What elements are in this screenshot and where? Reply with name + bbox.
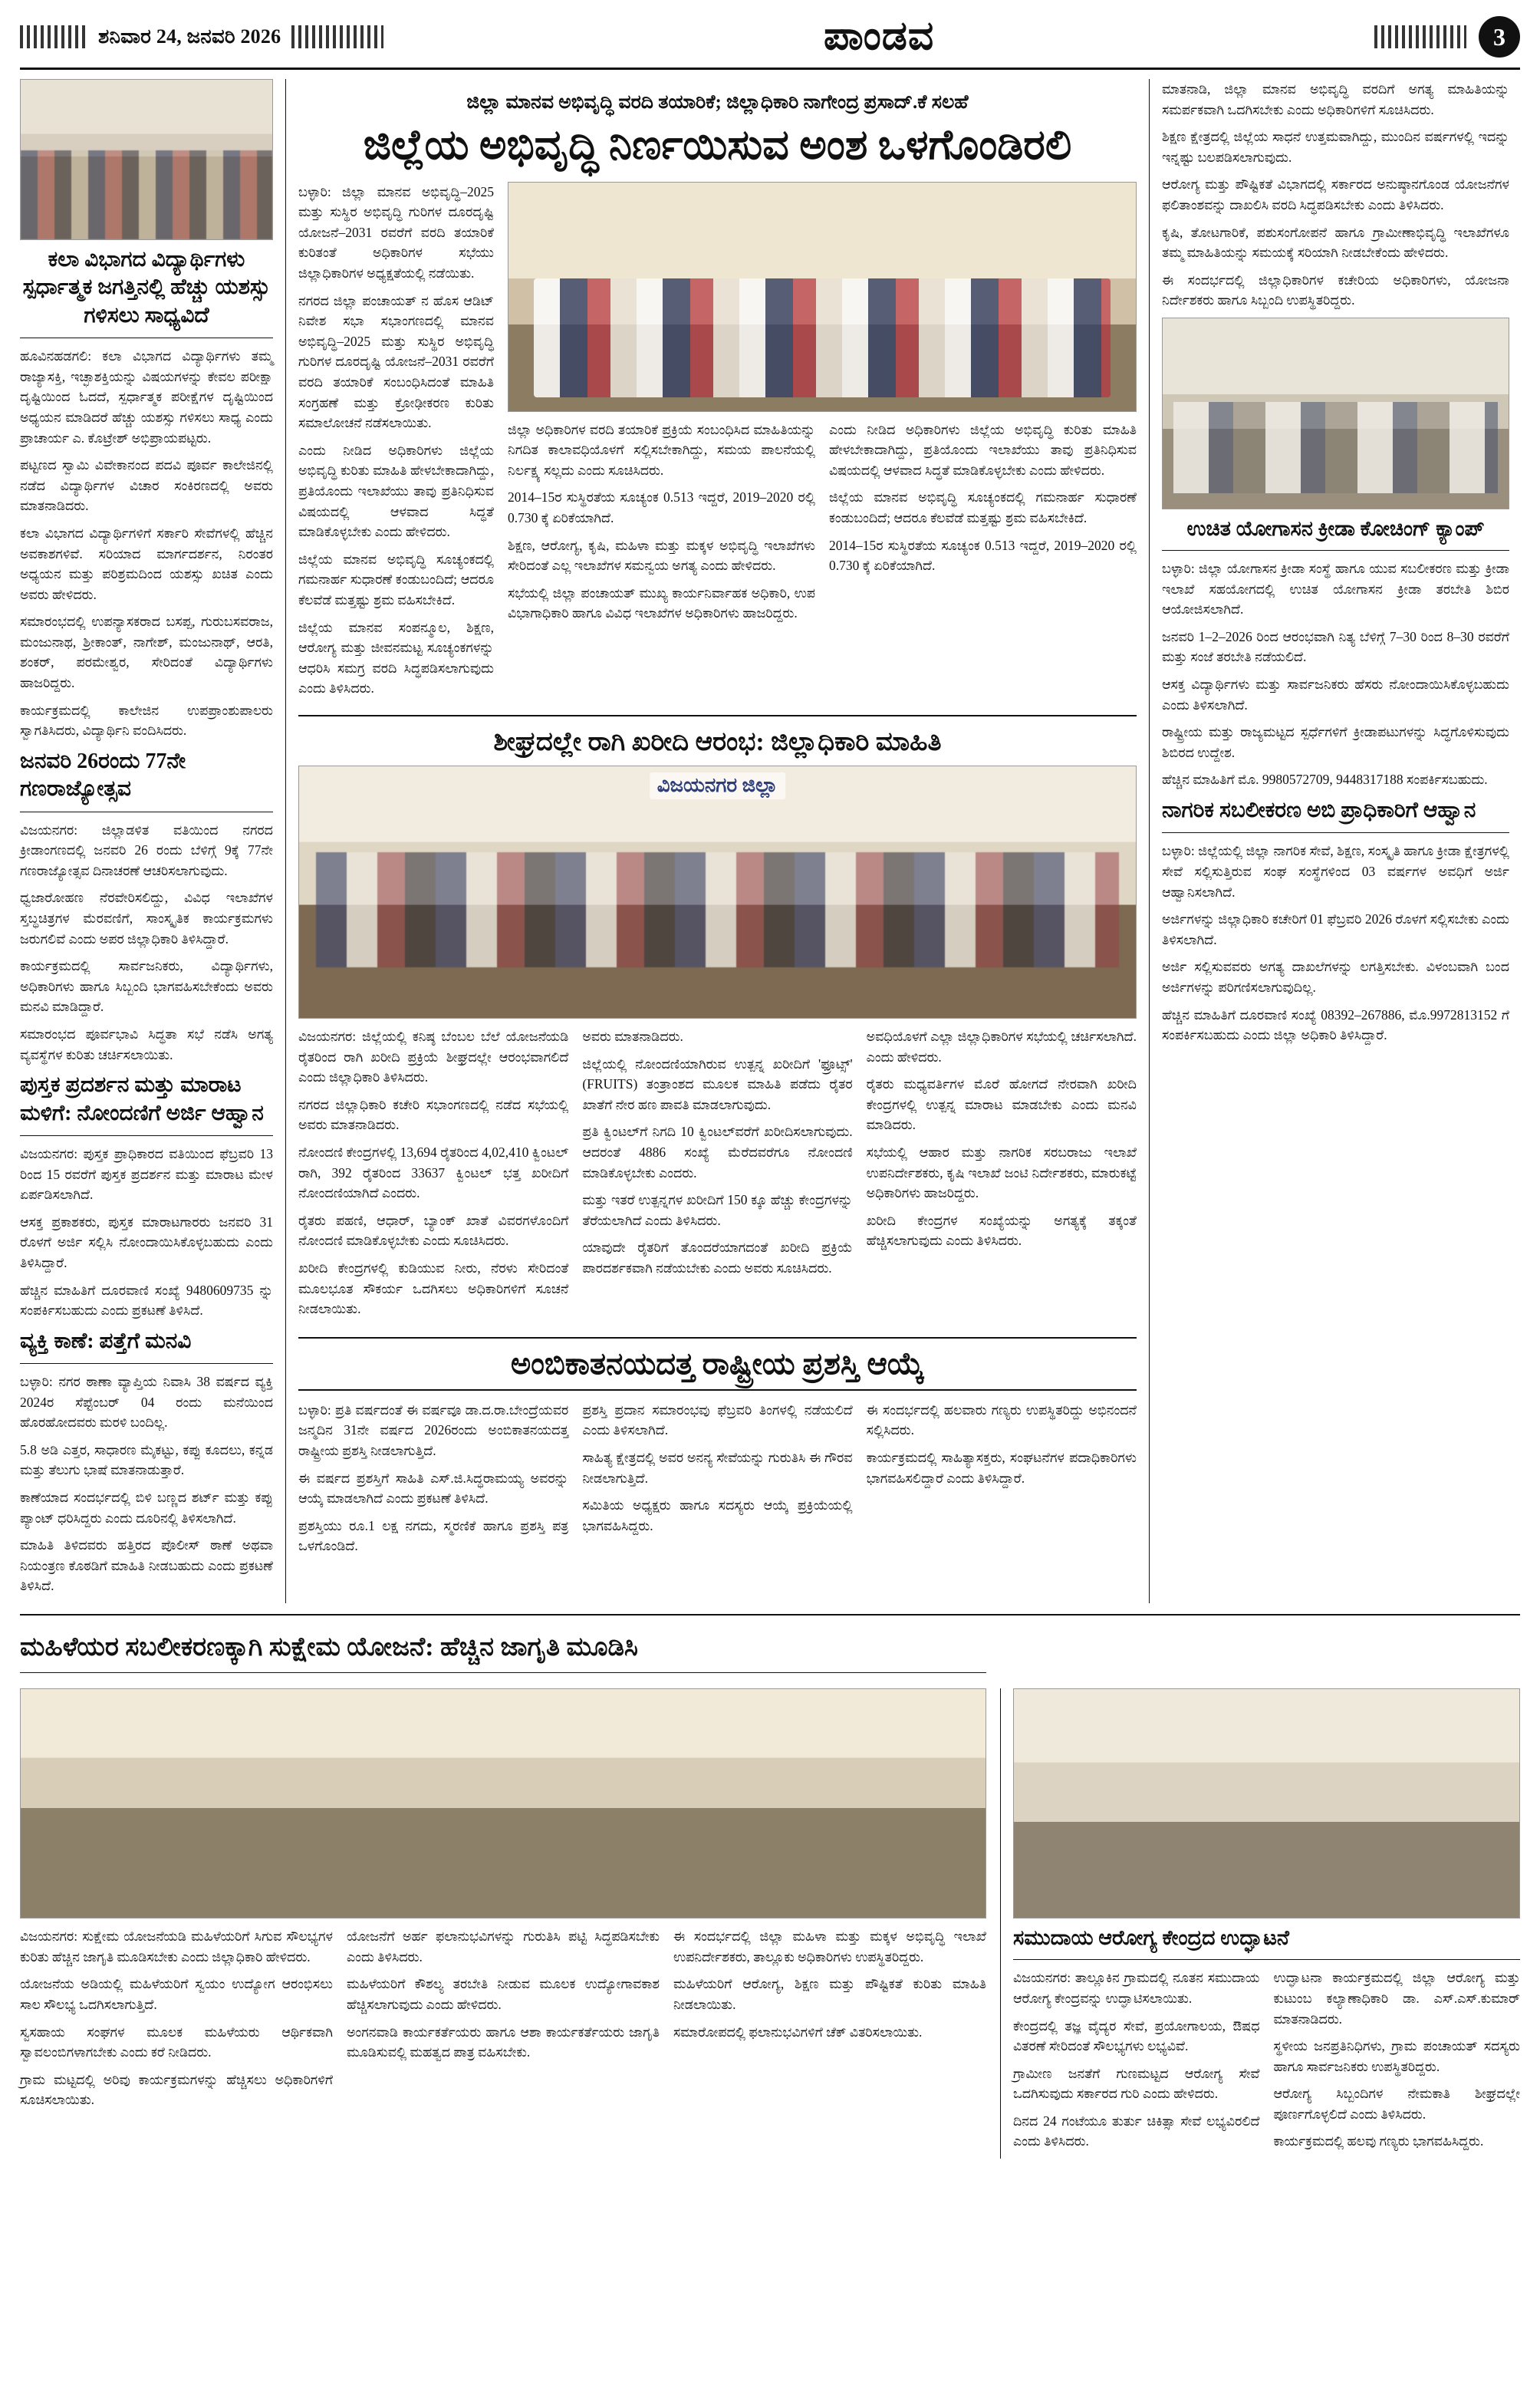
award-banner: ಅಂಬಿಕಾತನಯದತ್ತ ರಾಷ್ಟ್ರೀಯ ಪ್ರಶಸ್ತಿ ಆಯ್ಕೆ: [298, 1337, 1137, 1391]
lead-c3-p2: ಶಿಕ್ಷಣ ಕ್ಷೇತ್ರದಲ್ಲಿ ಜಿಲ್ಲೆಯ ಸಾಧನೆ ಉತ್ತಮವಾಗಿದ್ದು, ಮುಂದಿನ ವರ್ಷಗಳಲ್ಲಿ ಇದನ್ನು ಇನ್ನಷ್ಟು ಬಲಪಡಿಸಲಾಗುವುದು.: [1162, 129, 1509, 165]
award-col3: [867, 1400, 1137, 1563]
lead-col1: [298, 182, 494, 706]
bottom-right-block: [1000, 1623, 1520, 1681]
lead-c1-p1: ಬಳ್ಳಾರಿ: ಜಿಲ್ಲಾ ಮಾನವ ಅಭಿವೃದ್ಧಿ–2025 ಮತ್ತು ಸುಸ್ಥಿರ ಅಭಿವೃದ್ಧಿ ಗುರಿಗಳ ದೂರದೃಷ್ಟಿ ಯೋಜನೆ–2031 ರವರೆಗೆ ವರದಿ ತಯಾರಿಕೆ ಕುರಿತಂತೆ ಅಧಿಕಾರಿಗಳ ಸಭೆಯು ಜಿಲ್ಲಾಧಿಕಾರಿಗಳ ಅಧ್ಯಕ್ಷತೆಯಲ್ಲಿ ನಡೆಯಿತು.: [298, 183, 494, 281]
right-column: [1149, 79, 1509, 1603]
left-story1-p2: ಪಟ್ಟಣದ ಸ್ವಾಮಿ ವಿವೇಕಾನಂದ ಪದವಿ ಪೂರ್ವ ಕಾಲೇಜಿನಲ್ಲಿ ನಡೆದ ವಿದ್ಯಾರ್ಥಿಗಳ ವಿಚಾರ ಸಂಕಿರಣದಲ್ಲಿ ಅವರು ಮಾತನಾಡಿದರು.: [20, 457, 273, 514]
photo-women-empowerment: [20, 1688, 986, 1918]
left-story1-heading: ಕಲಾ ವಿಭಾಗದ ವಿದ್ಯಾರ್ಥಿಗಳು ಸ್ಪರ್ಧಾತ್ಮಕ ಜಗತ್ತಿನಲ್ಲಿ ಹೆಚ್ಚು ಯಶಸ್ಸು ಗಳಿಸಲು ಸಾಧ್ಯವಿದೆ: [22, 248, 271, 328]
issue-date: ಶನಿವಾರ 24, ಜನವರಿ 2026: [98, 25, 281, 48]
ragi-c1-p2: ನಗರದ ಜಿಲ್ಲಾಧಿಕಾರಿ ಕಚೇರಿ ಸಭಾಂಗಣದಲ್ಲಿ ನಡೆದ ಸಭೆಯಲ್ಲಿ ಅವರು ಮಾತನಾಡಿದರು.: [298, 1096, 569, 1133]
lead-photo-and-text: [508, 182, 1137, 706]
civic-p1: ಬಳ್ಳಾರಿ: ಜಿಲ್ಲೆಯಲ್ಲಿ ಜಿಲ್ಲಾ ನಾಗರಿಕ ಸೇವೆ, ಶಿಕ್ಷಣ, ಸಂಸ್ಕೃತಿ ಹಾಗೂ ಕ್ರೀಡಾ ಕ್ಷೇತ್ರಗಳಲ್ಲಿ ಸೇವೆ ಸಲ್ಲಿಸುತ್ತಿರುವ ಸಂಘ ಸಂಸ್ಥೆಗಳಿಂದ 03 ವರ್ಷಗಳ ಅವಧಿಗೆ ಅರ್ಜಿ ಆಹ್ವಾನಿಸಲಾಗಿದೆ.: [1162, 843, 1509, 900]
lead-c2b-p2: ಜಿಲ್ಲೆಯ ಮಾನವ ಅಭಿವೃದ್ಧಿ ಸೂಚ್ಯಂಕದಲ್ಲಿ ಗಮನಾರ್ಹ ಸುಧಾರಣೆ ಕಂಡುಬಂದಿದೆ; ಆದರೂ ಕೆಲವೆಡೆ ಮತ್ತಷ್ಟು ಶ್ರಮ ವಹಿಸಬೇಕಿದೆ.: [829, 489, 1137, 525]
yoga-p5: ಹೆಚ್ಚಿನ ಮಾಹಿತಿಗೆ ಮೊ. 9980572709, 9448317188 ಸಂಪರ್ಕಿಸಬಹುದು.: [1162, 772, 1488, 788]
ragi-c3-p1: ಅವಧಿಯೊಳಗೆ ಎಲ್ಲಾ ಜಿಲ್ಲಾಧಿಕಾರಿಗಳ ಸಭೆಯಲ್ಲಿ ಚರ್ಚಿಸಲಾಗಿದೆ. ಎಂದು ಹೇಳಿದರು.: [866, 1029, 1137, 1065]
left-story2-p2: ಧ್ವಜಾರೋಹಣ ನೆರವೇರಿಸಲಿದ್ದು, ವಿವಿಧ ಇಲಾಖೆಗಳ ಸ್ತಬ್ಧಚಿತ್ರಗಳ ಮೆರವಣಿಗೆ, ಸಾಂಸ್ಕೃತಿಕ ಕಾರ್ಯಕ್ರಮಗಳು ಜರುಗಲಿವೆ ಎಂದು ಅಪರ ಜಿಲ್ಲಾಧಿಕಾರಿ ತಿಳಿಸಿದ್ದಾರೆ.: [20, 890, 273, 947]
left-story3-p3: ಹೆಚ್ಚಿನ ಮಾಹಿತಿಗೆ ದೂರವಾಣಿ ಸಂಖ್ಯೆ 9480609735 ನ್ನು ಸಂಪರ್ಕಿಸಬಹುದು ಎಂದು ಪ್ರಕಟಣೆ ತಿಳಿಸಿದೆ.: [20, 1282, 273, 1319]
clinic-c2-p2: ಸ್ಥಳೀಯ ಜನಪ್ರತಿನಿಧಿಗಳು, ಗ್ರಾಮ ಪಂಚಾಯತ್ ಸದಸ್ಯರು ಹಾಗೂ ಸಾರ್ವಜನಿಕರು ಉಪಸ್ಥಿತರಿದ್ದರು.: [1273, 2038, 1520, 2074]
bottom-left-block: [20, 1623, 986, 1681]
lead-c1-p2: ನಗರದ ಜಿಲ್ಲಾ ಪಂಚಾಯತ್ ನ ಹೊಸ ಆಡಿಟ್ ನಿವೇಶ ಸಭಾ ಸಭಾಂಗಣದಲ್ಲಿ ಮಾನವ ಅಭಿವೃದ್ಧಿ–2025 ಮತ್ತು ಸುಸ್ಥಿರ ಅಭಿವೃದ್ಧಿ ಗುರಿಗಳ ದೂರದೃಷ್ಟಿ ಯೋಜನೆ–2031 ರವರೆಗೆ ವರದಿ ತಯಾರಿಕೆ ಸಂಬಂಧಿಸಿದಂತೆ ಮಾಹಿತಿ ಸಂಗ್ರಹಣೆ ಮತ್ತು ಕ್ರೋಢೀಕರಣ ಕುರಿತು ಸಮಾಲೋಚನೆ ನಡೆಸಲಾಯಿತು.: [298, 292, 494, 431]
ragi-c2-p1: ಅವರು ಮಾತನಾಡಿದರು.: [582, 1029, 683, 1045]
award-c1-p1: ಬಳ್ಳಾರಿ: ಪ್ರತಿ ವರ್ಷದಂತೆ ಈ ವರ್ಷವೂ ಡಾ.ದ.ರಾ.ಬೇಂದ್ರೆಯವರ ಜನ್ಮದಿನ 31ನೇ ವರ್ಷದ 2026ರಂದು ಅಂಬಿಕಾತನಯದತ್ತ ರಾಷ್ಟ್ರೀಯ ಪ್ರಶಸ್ತಿ ನೀಡಲಾಗುತ್ತಿದೆ.: [298, 1401, 569, 1458]
award-c2-p1: ಪ್ರಶಸ್ತಿ ಪ್ರದಾನ ಸಮಾರಂಭವು ಫೆಬ್ರವರಿ ತಿಂಗಳಲ್ಲಿ ನಡೆಯಲಿದೆ ಎಂದು ತಿಳಿಸಲಾಗಿದೆ.: [582, 1401, 853, 1438]
ragi-c1-p5: ಖರೀದಿ ಕೇಂದ್ರಗಳಲ್ಲಿ ಕುಡಿಯುವ ನೀರು, ನೆರಳು ಸೇರಿದಂತೆ ಮೂಲಭೂತ ಸೌಕರ್ಯ ಒದಗಿಸಲು ಅಧಿಕಾರಿಗಳಿಗೆ ಸೂಚನೆ ನೀಡಲಾಯಿತು.: [298, 1260, 569, 1317]
ornament-icon: [291, 25, 383, 48]
bottom-c3-p3: ಸಮಾರೋಪದಲ್ಲಿ ಫಲಾನುಭವಿಗಳಿಗೆ ಚೆಕ್ ವಿತರಿಸಲಾಯಿತು.: [673, 2024, 923, 2040]
clinic-block: [1000, 1688, 1520, 2159]
ragi-col3: [867, 1026, 1137, 1326]
lead-c2-p3: ಶಿಕ್ಷಣ, ಆರೋಗ್ಯ, ಕೃಷಿ, ಮಹಿಳಾ ಮತ್ತು ಮಕ್ಕಳ ಅಭಿವೃದ್ಧಿ ಇಲಾಖೆಗಳು ಸೇರಿದಂತೆ ಎಲ್ಲ ಇಲಾಖೆಗಳ ಸಮನ್ವಯ ಅಗತ್ಯ ಎಂದು ಹೇಳಿದರು.: [508, 537, 815, 574]
lead-c1-p3: ಎಂದು ನೀಡಿದ ಅಧಿಕಾರಿಗಳು ಜಿಲ್ಲೆಯ ಅಭಿವೃದ್ಧಿ ಕುರಿತು ಮಾಹಿತಿ ಹೇಳಬೇಕಾದಾಗಿದ್ದು, ಪ್ರತಿಯೊಂದು ಇಲಾಖೆಯು ತಾವು ಪ್ರತಿನಿಧಿಸುವ ವಿಷಯದಲ್ಲಿ ಆಳವಾದ ಸಿದ್ಧತೆ ಮಾಡಿಕೊಳ್ಳಬೇಕು ಎಂದು ಹೇಳಿದರು.: [298, 442, 494, 540]
clinic-c1-p2: ಕೇಂದ್ರದಲ್ಲಿ ತಜ್ಞ ವೈದ್ಯರ ಸೇವೆ, ಪ್ರಯೋಗಾಲಯ, ಔಷಧ ವಿತರಣೆ ಸೇರಿದಂತೆ ಸೌಲಭ್ಯಗಳು ಲಭ್ಯವಿವೆ.: [1013, 2017, 1260, 2054]
ragi-c1-p3: ನೋಂದಣಿ ಕೇಂದ್ರಗಳಲ್ಲಿ 13,694 ರೈತರಿಂದ 4,02,410 ಕ್ವಿಂಟಲ್ ರಾಗಿ, 392 ರೈತರಿಂದ 33637 ಕ್ವಿಂಟಲ್ ಭತ್ತ ಖರೀದಿಗೆ ನೋಂದಣಿಯಾಗಿದೆ ಎಂದರು.: [298, 1145, 569, 1201]
left-story1-p1: ಹೂವಿನಹಡಗಲಿ: ಕಲಾ ವಿಭಾಗದ ವಿದ್ಯಾರ್ಥಿಗಳು ತಮ್ಮ ರಾಜ್ಯಾಸಕ್ತಿ, ಇಚ್ಛಾಶಕ್ತಿಯನ್ನು ವಿಷಯಗಳನ್ನು ಕೇವಲ ಪರೀಕ್ಷಾ ದೃಷ್ಟಿಯಿಂದ ಓದದೆ, ಸ್ಪರ್ಧಾತ್ಮಕ ಪರೀಕ್ಷೆಗಳ ದೃಷ್ಟಿಯಿಂದ ಅಧ್ಯಯನ ಮಾಡಿದರೆ ಹೆಚ್ಚು ಯಶಸ್ಸು ಗಳಿಸಲು ಸಾಧ್ಯ ಎಂದು ಪ್ರಾಚಾರ್ಯ ಎ. ಕೊಟ್ರೇಶ್ ಅಭಿಪ್ರಾಯಪಟ್ಟರು.: [20, 348, 273, 446]
lead-body-with-photo: [298, 182, 1137, 706]
left-story2-heading: ಜನವರಿ 26ರಂದು 77ನೇ ಗಣರಾಜ್ಯೋತ್ಸವ: [20, 749, 186, 802]
ragi-col1: [298, 1026, 568, 1326]
left-story1-p3: ಕಲಾ ವಿಭಾಗದ ವಿದ್ಯಾರ್ಥಿಗಳಿಗೆ ಸರ್ಕಾರಿ ಸೇವೆಗಳಲ್ಲಿ ಹೆಚ್ಚಿನ ಅವಕಾಶಗಳಿವೆ. ಸರಿಯಾದ ಮಾರ್ಗದರ್ಶನ, ನಿರಂತರ ಅಧ್ಯಯನ ಮತ್ತು ಪರಿಶ್ರಮದಿಂದ ಯಶಸ್ಸು ಖಚಿತ ಎಂದು ಅವರು ಹೇಳಿದರು.: [20, 525, 273, 602]
lead-c1-p4: ಜಿಲ್ಲೆಯ ಮಾನವ ಅಭಿವೃದ್ಧಿ ಸೂಚ್ಯಂಕದಲ್ಲಿ ಗಮನಾರ್ಹ ಸುಧಾರಣೆ ಕಂಡುಬಂದಿದೆ; ಆದರೂ ಕೆಲವೆಡೆ ಮತ್ತಷ್ಟು ಶ್ರಮ ವಹಿಸಬೇಕಿದೆ.: [298, 551, 494, 608]
left-story3-p1: ವಿಜಯನಗರ: ಪುಸ್ತಕ ಪ್ರಾಧಿಕಾರದ ವತಿಯಿಂದ ಫೆಬ್ರವರಿ 13 ರಿಂದ 15 ರವರೆಗೆ ಪುಸ್ತಕ ಪ್ರದರ್ಶನ ಮತ್ತು ಮಾರಾಟ ಮೇಳ ಏರ್ಪಡಿಸಲಾಗಿದೆ.: [20, 1145, 273, 1203]
bottom-col2: [347, 1926, 660, 2117]
clinic-c2-p1: ಉದ್ಘಾಟನಾ ಕಾರ್ಯಕ್ರಮದಲ್ಲಿ ಜಿಲ್ಲಾ ಆರೋಗ್ಯ ಮತ್ತು ಕುಟುಂಬ ಕಲ್ಯಾಣಾಧಿಕಾರಿ ಡಾ. ಎಸ್.ಎಸ್.ಕುಮಾರ್ ಮಾತನಾಡಿದರು.: [1273, 1970, 1520, 2027]
left-story4-heading: ವ್ಯಕ್ತಿ ಕಾಣೆ: ಪತ್ತೆಗೆ ಮನವಿ: [20, 1329, 192, 1353]
ragi-c2-p5: ಯಾವುದೇ ರೈತರಿಗೆ ತೊಂದರೆಯಾಗದಂತೆ ಖರೀದಿ ಪ್ರಕ್ರಿಯೆ ಪಾರದರ್ಶಕವಾಗಿ ನಡೆಯಬೇಕು ಎಂದು ಅವರು ಸೂಚಿಸಿದರು.: [582, 1240, 853, 1276]
lead-c3-p5: ಈ ಸಂದರ್ಭದಲ್ಲಿ ಜಿಲ್ಲಾಧಿಕಾರಿಗಳ ಕಚೇರಿಯ ಅಧಿಕಾರಿಗಳು, ಯೋಜನಾ ನಿರ್ದೇಶಕರು ಹಾಗೂ ಸಿಬ್ಬಂದಿ ಉಪಸ್ಥಿತರಿದ್ದರು.: [1162, 272, 1509, 308]
clinic-c2-p4: ಕಾರ್ಯಕ್ರಮದಲ್ಲಿ ಹಲವು ಗಣ್ಯರು ಭಾಗವಹಿಸಿದ್ದರು.: [1273, 2133, 1484, 2149]
bottom-col3: [673, 1926, 986, 2117]
ragi-c3-p3: ಸಭೆಯಲ್ಲಿ ಆಹಾರ ಮತ್ತು ನಾಗರಿಕ ಸರಬರಾಜು ಇಲಾಖೆ ಉಪನಿರ್ದೇಶಕರು, ಕೃಷಿ ಇಲಾಖೆ ಜಂಟಿ ನಿರ್ದೇಶಕರು, ಮಾರುಕಟ್ಟೆ ಅಧಿಕಾರಿಗಳು ಹಾಜರಿದ್ದರು.: [866, 1145, 1137, 1201]
lead-c3-p1: ಮಾತನಾಡಿ, ಜಿಲ್ಲಾ ಮಾನವ ಅಭಿವೃದ್ಧಿ ವರದಿಗೆ ಅಗತ್ಯ ಮಾಹಿತಿಯನ್ನು ಸಮರ್ಪಕವಾಗಿ ಒದಗಿಸಬೇಕು ಎಂದು ಅಧಿಕಾರಿಗಳಿಗೆ ಸೂಚಿಸಿದರು.: [1162, 81, 1509, 117]
publication-title: ಪಾಂಡವ: [824, 15, 935, 58]
yoga-p4: ರಾಷ್ಟ್ರೀಯ ಮತ್ತು ರಾಜ್ಯಮಟ್ಟದ ಸ್ಪರ್ಧೆಗಳಿಗೆ ಕ್ರೀಡಾಪಟುಗಳನ್ನು ಸಿದ್ಧಗೊಳಿಸುವುದು ಶಿಬಿರದ ಉದ್ದೇಶ.: [1162, 724, 1509, 760]
photo-ragi-meeting: [298, 766, 1137, 1019]
left-story4-p3: ಕಾಣೆಯಾದ ಸಂದರ್ಭದಲ್ಲಿ ಬಿಳಿ ಬಣ್ಣದ ಶರ್ಟ್ ಮತ್ತು ಕಪ್ಪು ಪ್ಯಾಂಟ್ ಧರಿಸಿದ್ದರು ಎಂದು ದೂರಿನಲ್ಲಿ ತಿಳಿಸಲಾಗಿದೆ.: [20, 1490, 273, 1526]
page-number: 3: [1479, 16, 1520, 58]
photo-yoga-camp: [1162, 318, 1509, 509]
ragi-c2-p3: ಪ್ರತಿ ಕ್ವಿಂಟಲ್‌ಗೆ ನಿಗದಿ 10 ಕ್ವಿಂಟಲ್‌ವರೆಗೆ ಖರೀದಿಸಲಾಗುವುದು. ಆದರಂತೆ 4886 ಸಂಖ್ಯೆ ಮೆರೆದವರೆಗೂ ನೋಂದಣಿ ಮಾಡಿಕೊಳ್ಳಬೇಕು ಎಂದರು.: [582, 1124, 853, 1181]
bottom-left-grid: [20, 1688, 986, 2159]
bottom-col1: [20, 1926, 333, 2117]
bottom-grid: [20, 1688, 1520, 2159]
bottom-c3-p2: ಮಹಿಳೆಯರಿಗೆ ಆರೋಗ್ಯ, ಶಿಕ್ಷಣ ಮತ್ತು ಪೌಷ್ಟಿಕತೆ ಕುರಿತು ಮಾಹಿತಿ ನೀಡಲಾಯಿತು.: [673, 1976, 986, 2012]
ragi-c2-p2: ಜಿಲ್ಲೆಯಲ್ಲಿ ನೋಂದಣಿಯಾಗಿರುವ ಉತ್ಪನ್ನ ಖರೀದಿಗೆ 'ಫ್ರೂಟ್ಸ್' (FRUITS) ತಂತ್ರಾಂಶದ ಮೂಲಕ ಮಾಹಿತಿ ಪಡೆದು ರೈತರ ಖಾತೆಗೆ ನೇರ ಹಣ ಪಾವತಿ ಮಾಡಲಾಗುವುದು.: [582, 1056, 853, 1112]
left-story1-p5: ಕಾರ್ಯಕ್ರಮದಲ್ಲಿ ಕಾಲೇಜಿನ ಉಪಪ್ರಾಂಶುಪಾಲರು ಸ್ವಾಗತಿಸಿದರು, ವಿದ್ಯಾರ್ಥಿನಿ ವಂದಿಸಿದರು.: [20, 702, 273, 739]
left-story2-p4: ಸಮಾರಂಭದ ಪೂರ್ವಭಾವಿ ಸಿದ್ಧತಾ ಸಭೆ ನಡೆಸಿ ಅಗತ್ಯ ವ್ಯವಸ್ಥೆಗಳ ಕುರಿತು ಚರ್ಚಿಸಲಾಯಿತು.: [20, 1026, 273, 1062]
ragi-body: [298, 1026, 1137, 1326]
yoga-caption: ಉಚಿತ ಯೋಗಾಸನ ಕ್ರೀಡಾ ಕೋಚಿಂಗ್ ಕ್ಯಾಂಪ್: [1186, 516, 1485, 540]
masthead-left: [20, 25, 383, 49]
left-story3-p2: ಆಸಕ್ತ ಪ್ರಕಾಶಕರು, ಪುಸ್ತಕ ಮಾರಾಟಗಾರರು ಜನವರಿ 31 ರೊಳಗೆ ಅರ್ಜಿ ಸಲ್ಲಿಸಿ ನೋಂದಾಯಿಸಿಕೊಳ್ಳಬಹುದು ಎಂದು ತಿಳಿಸಿದ್ದಾರೆ.: [20, 1214, 273, 1270]
award-c3-p1: ಈ ಸಂದರ್ಭದಲ್ಲಿ ಹಲವಾರು ಗಣ್ಯರು ಉಪಸ್ಥಿತರಿದ್ದು ಅಭಿನಂದನೆ ಸಲ್ಲಿಸಿದರು.: [866, 1401, 1137, 1438]
ragi-col2: [582, 1026, 852, 1326]
clinic-col2: [1274, 1968, 1521, 2159]
clinic-c1-p1: ವಿಜಯನಗರ: ತಾಲ್ಲೂಕಿನ ಗ್ರಾಮದಲ್ಲಿ ನೂತನ ಸಮುದಾಯ ಆರೋಗ್ಯ ಕೇಂದ್ರವನ್ನು ಉದ್ಘಾಟಿಸಲಾಯಿತು.: [1013, 1970, 1260, 2006]
award-col1: [298, 1400, 568, 1563]
ragi-c1-p1: ವಿಜಯನಗರ: ಜಿಲ್ಲೆಯಲ್ಲಿ ಕನಿಷ್ಠ ಬೆಂಬಲ ಬೆಲೆ ಯೋಜನೆಯಡಿ ರೈತರಿಂದ ರಾಗಿ ಖರೀದಿ ಪ್ರಕ್ರಿಯೆ ಶೀಘ್ರದಲ್ಲೇ ಆರಂಭವಾಗಲಿದೆ ಎಂದು ಜಿಲ್ಲಾಧಿಕಾರಿ ತಿಳಿಸಿದರು.: [298, 1029, 569, 1085]
ragi-heading: ಶೀಘ್ರದಲ್ಲೇ ರಾಗಿ ಖರೀದಿ ಆರಂಭ: ಜಿಲ್ಲಾಧಿಕಾರಿ ಮಾಹಿತಿ: [493, 727, 942, 756]
award-body: [298, 1400, 1137, 1563]
yoga-p2: ಜನವರಿ 1–2–2026 ರಿಂದ ಆರಂಭವಾಗಿ ನಿತ್ಯ ಬೆಳಿಗ್ಗೆ 7–30 ರಿಂದ 8–30 ರವರೆಗೆ ಮತ್ತು ಸಂಜೆ ತರಬೇತಿ ನಡೆಯಲಿದೆ.: [1162, 628, 1509, 665]
award-col2: [582, 1400, 852, 1563]
left-story3-heading: ಪುಸ್ತಕ ಪ್ರದರ್ಶನ ಮತ್ತು ಮಾರಾಟ ಮಳಿಗೆ: ನೋಂದಣಿಗೆ ಅರ್ಜಿ ಆಹ್ವಾನ: [20, 1073, 264, 1125]
bottom-c1-p3: ಸ್ವಸಹಾಯ ಸಂಘಗಳ ಮೂಲಕ ಮಹಿಳೆಯರು ಆರ್ಥಿಕವಾಗಿ ಸ್ವಾವಲಂಬಿಗಳಾಗಬೇಕು ಎಂದು ಕರೆ ನೀಡಿದರು.: [20, 2024, 333, 2060]
bottom-c1-p1: ವಿಜಯನಗರ: ಸುಕ್ಷೇಮ ಯೋಜನೆಯಡಿ ಮಹಿಳೆಯರಿಗೆ ಸಿಗುವ ಸೌಲಭ್ಯಗಳ ಕುರಿತು ಹೆಚ್ಚಿನ ಜಾಗೃತಿ ಮೂಡಿಸಬೇಕು ಎಂದು ಜಿಲ್ಲಾಧಿಕಾರಿ ಹೇಳಿದರು.: [20, 1928, 333, 1965]
award-c2-p3: ಸಮಿತಿಯ ಅಧ್ಯಕ್ಷರು ಹಾಗೂ ಸದಸ್ಯರು ಆಯ್ಕೆ ಪ್ರಕ್ರಿಯೆಯಲ್ಲಿ ಭಾಗವಹಿಸಿದ್ದರು.: [582, 1497, 853, 1533]
award-c1-p3: ಪ್ರಶಸ್ತಿಯು ರೂ.1 ಲಕ್ಷ ನಗದು, ಸ್ಮರಣಿಕೆ ಹಾಗೂ ಪ್ರಶಸ್ತಿ ಪತ್ರ ಒಳಗೊಂಡಿದೆ.: [298, 1517, 569, 1554]
ragi-c3-p4: ಖರೀದಿ ಕೇಂದ್ರಗಳ ಸಂಖ್ಯೆಯನ್ನು ಅಗತ್ಯಕ್ಕೆ ತಕ್ಕಂತೆ ಹೆಚ್ಚಿಸಲಾಗುವುದು ಎಂದು ತಿಳಿಸಿದರು.: [866, 1212, 1137, 1249]
lead-c2-p4: ಸಭೆಯಲ್ಲಿ ಜಿಲ್ಲಾ ಪಂಚಾಯತ್ ಮುಖ್ಯ ಕಾರ್ಯನಿರ್ವಾಹಕ ಅಧಿಕಾರಿ, ಉಪ ವಿಭಾಗಾಧಿಕಾರಿ ಹಾಗೂ ವಿವಿಧ ಇಲಾಖೆಗಳ ಅಧಿಕಾರಿಗಳು ಹಾಜರಿದ್ದರು.: [508, 585, 815, 621]
clinic-c2-p3: ಆರೋಗ್ಯ ಸಿಬ್ಬಂದಿಗಳ ನೇಮಕಾತಿ ಶೀಘ್ರದಲ್ಲೇ ಪೂರ್ಣಗೊಳ್ಳಲಿದೆ ಎಂದು ತಿಳಿಸಿದರು.: [1273, 2086, 1520, 2122]
clinic-c1-p4: ದಿನದ 24 ಗಂಟೆಯೂ ತುರ್ತು ಚಿಕಿತ್ಸಾ ಸೇವೆ ಲಭ್ಯವಿರಲಿದೆ ಎಂದು ತಿಳಿಸಿದರು.: [1013, 2113, 1260, 2149]
left-story4-p2: 5.8 ಅಡಿ ಎತ್ತರ, ಸಾಧಾರಣ ಮೈಕಟ್ಟು, ಕಪ್ಪು ಕೂದಲು, ಕನ್ನಡ ಮತ್ತು ತೆಲುಗು ಭಾಷೆ ಮಾತನಾಡುತ್ತಾರೆ.: [20, 1441, 273, 1478]
ragi-c2-p4: ಮತ್ತು ಇತರೆ ಉತ್ಪನ್ನಗಳ ಖರೀದಿಗೆ 150 ಕ್ಕೂ ಹೆಚ್ಚು ಕೇಂದ್ರಗಳನ್ನು ತೆರೆಯಲಾಗಿದೆ ಎಂದು ತಿಳಿಸಿದರು.: [582, 1192, 853, 1228]
lead-headline: ಜಿಲ್ಲೆಯ ಅಭಿವೃದ್ಧಿ ನಿರ್ಣಯಿಸುವ ಅಂಶ ಒಳಗೊಂಡಿರಲಿ: [363, 121, 1072, 168]
clinic-col1: [1013, 1968, 1260, 2159]
yoga-p3: ಆಸಕ್ತ ವಿದ್ಯಾರ್ಥಿಗಳು ಮತ್ತು ಸಾರ್ವಜನಿಕರು ಹೆಸರು ನೋಂದಾಯಿಸಿಕೊಳ್ಳಬಹುದು ಎಂದು ತಿಳಿಸಲಾಗಿದೆ.: [1162, 677, 1509, 713]
ragi-c1-p4: ರೈತರು ಪಹಣಿ, ಆಧಾರ್, ಬ್ಯಾಂಕ್ ಖಾತೆ ವಿವರಗಳೊಂದಿಗೆ ನೋಂದಣಿ ಮಾಡಿಕೊಳ್ಳಬೇಕು ಎಂದು ಸೂಚಿಸಿದರು.: [298, 1212, 569, 1249]
left-story4-p1: ಬಳ್ಳಾರಿ: ನಗರ ಠಾಣಾ ವ್ಯಾಪ್ತಿಯ ನಿವಾಸಿ 38 ವರ್ಷದ ವ್ಯಕ್ತಿ 2024ರ ಸೆಪ್ಟೆಂಬರ್ 04 ರಂದು ಮನೆಯಿಂದ ಹೊರಹೋದವರು ಮರಳಿ ಬಂದಿಲ್ಲ.: [20, 1374, 273, 1431]
civic-p4: ಹೆಚ್ಚಿನ ಮಾಹಿತಿಗೆ ದೂರವಾಣಿ ಸಂಖ್ಯೆ 08392–267886, ಮೊ.9972813152 ಗೆ ಸಂಪರ್ಕಿಸಬಹುದು ಎಂದು ಜಿಲ್ಲಾ ಅಧಿಕಾರಿ ತಿಳಿಸಿದ್ದಾರೆ.: [1162, 1006, 1509, 1043]
top-section: [20, 79, 1520, 1603]
masthead: [20, 14, 1520, 70]
lead-col2b: [829, 420, 1137, 631]
lead-c1-p5: ಜಿಲ್ಲೆಯ ಮಾನವ ಸಂಪನ್ಮೂಲ, ಶಿಕ್ಷಣ, ಆರೋಗ್ಯ ಮತ್ತು ಜೀವನಮಟ್ಟ ಸೂಚ್ಯಂಕಗಳನ್ನು ಆಧರಿಸಿ ಸಮಗ್ರ ವರದಿ ಸಿದ್ಧಪಡಿಸಲಾಗುವುದು ಎಂದು ತಿಳಿಸಿದರು.: [298, 619, 494, 697]
ornament-icon: [1374, 25, 1466, 48]
award-c2-p2: ಸಾಹಿತ್ಯ ಕ್ಷೇತ್ರದಲ್ಲಿ ಅವರ ಅನನ್ಯ ಸೇವೆಯನ್ನು ಗುರುತಿಸಿ ಈ ಗೌರವ ನೀಡಲಾಗುತ್ತಿದೆ.: [582, 1449, 853, 1486]
photo-banner-label: ವಿಜಯನಗರ ಜಿಲ್ಲಾ: [650, 772, 785, 799]
left-story2-p1: ವಿಜಯನಗರ: ಜಿಲ್ಲಾಡಳಿತ ವತಿಯಿಂದ ನಗರದ ಕ್ರೀಡಾಂಗಣದಲ್ಲಿ ಜನವರಿ 26 ರಂದು ಬೆಳಿಗ್ಗೆ 9ಕ್ಕೆ 77ನೇ ಗಣರಾಜ್ಯೋತ್ಸವ ದಿನಾಚರಣೆ ಆಚರಿಸಲಾಗುವುದು.: [20, 822, 273, 878]
photo-health-centre: [1013, 1688, 1520, 1918]
lead-c2b-p1: ಎಂದು ನೀಡಿದ ಅಧಿಕಾರಿಗಳು ಜಿಲ್ಲೆಯ ಅಭಿವೃದ್ಧಿ ಕುರಿತು ಮಾಹಿತಿ ಹೇಳಬೇಕಾದಾಗಿದ್ದು, ಪ್ರತಿಯೊಂದು ಇಲಾಖೆಯು ತಾವು ಪ್ರತಿನಿಧಿಸುವ ವಿಷಯದಲ್ಲಿ ಆಳವಾದ ಸಿದ್ಧತೆ ಮಾಡಿಕೊಳ್ಳಬೇಕು ಎಂದು ಹೇಳಿದರು.: [829, 421, 1137, 478]
photo-dc-meeting: [508, 182, 1137, 412]
left-story2-p3: ಕಾರ್ಯಕ್ರಮದಲ್ಲಿ ಸಾರ್ವಜನಿಕರು, ವಿದ್ಯಾರ್ಥಿಗಳು, ಅಧಿಕಾರಿಗಳು ಹಾಗೂ ಸಿಬ್ಬಂದಿ ಭಾಗವಹಿಸಬೇಕೆಂದು ಅವರು ಮನವಿ ಮಾಡಿದ್ದಾರೆ.: [20, 958, 273, 1015]
photo-college-seminar: [20, 79, 273, 240]
lead-col2: [508, 420, 815, 631]
lead-c2-p1: ಜಿಲ್ಲಾ ಅಧಿಕಾರಿಗಳ ವರದಿ ತಯಾರಿಕೆ ಪ್ರಕ್ರಿಯೆ ಸಂಬಂಧಿಸಿದ ಮಾಹಿತಿಯನ್ನು ನಿಗದಿತ ಕಾಲಾವಧಿಯೊಳಗೆ ಸಲ್ಲಿಸಬೇಕಾಗಿದ್ದು, ಸಮಯ ಪಾಲನೆಯಲ್ಲಿ ನಿರ್ಲಕ್ಷ್ಯ ಸಲ್ಲದು ಎಂದು ಸೂಚಿಸಿದರು.: [508, 421, 815, 478]
bottom-section: [20, 1623, 1520, 2159]
lead-kicker: ಜಿಲ್ಲಾ ಮಾನವ ಅಭಿವೃದ್ಧಿ ವರದಿ ತಯಾರಿಕೆ; ಜಿಲ್ಲಾಧಿಕಾರಿ ನಾಗೇಂದ್ರ ಪ್ರಸಾದ್.ಕೆ ಸಲಹೆ: [466, 92, 969, 113]
bottom-banner-row: [20, 1623, 1520, 1681]
left-story4-p4: ಮಾಹಿತಿ ತಿಳಿದವರು ಹತ್ತಿರದ ಪೊಲೀಸ್ ಠಾಣೆ ಅಥವಾ ನಿಯಂತ್ರಣ ಕೊಠಡಿಗೆ ಮಾಹಿತಿ ನೀಡಬಹುದು ಎಂದು ಪ್ರಕಟಣೆ ತಿಳಿಸಿದೆ.: [20, 1537, 273, 1594]
civic-heading: ನಾಗರಿಕ ಸಬಲೀಕರಣ ಅಬಿ ಪ್ರಾಧಿಕಾರಿಗೆ ಆಹ್ವಾನ: [1162, 798, 1476, 822]
lead-c3-p3: ಆರೋಗ್ಯ ಮತ್ತು ಪೌಷ್ಟಿಕತೆ ವಿಭಾಗದಲ್ಲಿ ಸರ್ಕಾರದ ಅನುಷ್ಠಾನಗೊಂಡ ಯೋಜನೆಗಳ ಫಲಿತಾಂಶವನ್ನು ದಾಖಲಿಸಿ ವರದಿ ಸಿದ್ಧಪಡಿಸಬೇಕು ಎಂದು ತಿಳಿಸಿದರು.: [1162, 176, 1509, 212]
left-story1-p4: ಸಮಾರಂಭದಲ್ಲಿ ಉಪನ್ಯಾಸಕರಾದ ಬಸಪ್ಪ, ಗುರುಬಸವರಾಜ, ಮಂಜುನಾಥ, ಶ್ರೀಕಾಂತ್, ನಾಗೇಶ್, ಮಂಜುನಾಥ್, ಆರತಿ, ಶಂಕರ್, ಪರಮೇಶ್ವರ, ಸೇರಿದಂತೆ ವಿದ್ಯಾರ್ಥಿಗಳು ಹಾಜರಿದ್ದರು.: [20, 614, 273, 691]
bottom-c1-p4: ಗ್ರಾಮ ಮಟ್ಟದಲ್ಲಿ ಅರಿವು ಕಾರ್ಯಕ್ರಮಗಳನ್ನು ಹೆಚ್ಚಿಸಲು ಅಧಿಕಾರಿಗಳಿಗೆ ಸೂಚಿಸಲಾಯಿತು.: [20, 2071, 333, 2108]
middle-column: [285, 79, 1137, 1603]
bottom-c2-p3: ಅಂಗನವಾಡಿ ಕಾರ್ಯಕರ್ತೆಯರು ಹಾಗೂ ಆಶಾ ಕಾರ್ಯಕರ್ತೆಯರು ಜಾಗೃತಿ ಮೂಡಿಸುವಲ್ಲಿ ಮಹತ್ವದ ಪಾತ್ರ ವಹಿಸಬೇಕು.: [347, 2024, 660, 2060]
lead-c2-p2: 2014–15ರ ಸುಸ್ಥಿರತೆಯ ಸೂಚ್ಯಂಕ 0.513 ಇದ್ದರೆ, 2019–2020 ರಲ್ಲಿ 0.730 ಕ್ಕೆ ಏರಿಕೆಯಾಗಿದೆ.: [508, 489, 815, 525]
ragi-c3-p2: ರೈತರು ಮಧ್ಯವರ್ತಿಗಳ ಮೊರೆ ಹೋಗದೆ ನೇರವಾಗಿ ಖರೀದಿ ಕೇಂದ್ರಗಳಲ್ಲಿ ಉತ್ಪನ್ನ ಮಾರಾಟ ಮಾಡಬೇಕು ಎಂದು ಮನವಿ ಮಾಡಿದರು.: [866, 1076, 1137, 1133]
bottom-banner: ಮಹಿಳೆಯರ ಸಬಲೀಕರಣಕ್ಕಾಗಿ ಸುಕ್ಷೇಮ ಯೋಜನೆ: ಹೆಚ್ಚಿನ ಜಾಗೃತಿ ಮೂಡಿಸಿ: [20, 1633, 638, 1662]
civic-p3: ಅರ್ಜಿ ಸಲ್ಲಿಸುವವರು ಅಗತ್ಯ ದಾಖಲೆಗಳನ್ನು ಲಗತ್ತಿಸಬೇಕು. ವಿಳಂಬವಾಗಿ ಬಂದ ಅರ್ಜಿಗಳನ್ನು ಪರಿಗಣಿಸಲಾಗುವುದಿಲ್ಲ.: [1162, 959, 1509, 995]
yoga-p1: ಬಳ್ಳಾರಿ: ಜಿಲ್ಲಾ ಯೋಗಾಸನ ಕ್ರೀಡಾ ಸಂಸ್ಥೆ ಹಾಗೂ ಯುವ ಸಬಲೀಕರಣ ಮತ್ತು ಕ್ರೀಡಾ ಇಲಾಖೆ ಸಹಯೋಗದಲ್ಲಿ ಉಚಿತ ಯೋಗಾಸನ ಕ್ರೀಡಾ ತರಬೇತಿ ಶಿಬಿರ ಆಯೋಜಿಸಲಾಗಿದೆ.: [1162, 561, 1509, 618]
clinic-c1-p3: ಗ್ರಾಮೀಣ ಜನತೆಗೆ ಗುಣಮಟ್ಟದ ಆರೋಗ್ಯ ಸೇವೆ ಒದಗಿಸುವುದು ಸರ್ಕಾರದ ಗುರಿ ಎಂದು ಹೇಳಿದರು.: [1013, 2065, 1260, 2102]
bottom-c2-p1: ಯೋಜನೆಗೆ ಅರ್ಹ ಫಲಾನುಭವಿಗಳನ್ನು ಗುರುತಿಸಿ ಪಟ್ಟಿ ಸಿದ್ಧಪಡಿಸಬೇಕು ಎಂದು ತಿಳಿಸಿದರು.: [347, 1928, 660, 1965]
bottom-c3-p1: ಈ ಸಂದರ್ಭದಲ್ಲಿ ಜಿಲ್ಲಾ ಮಹಿಳಾ ಮತ್ತು ಮಕ್ಕಳ ಅಭಿವೃದ್ಧಿ ಇಲಾಖೆ ಉಪನಿರ್ದೇಶಕರು, ತಾಲ್ಲೂಕು ಅಧಿಕಾರಿಗಳು ಉಪಸ್ಥಿತರಿದ್ದರು.: [673, 1928, 986, 1965]
masthead-right: [1374, 16, 1520, 58]
lead-c3-p4: ಕೃಷಿ, ತೋಟಗಾರಿಕೆ, ಪಶುಸಂಗೋಪನೆ ಹಾಗೂ ಗ್ರಾಮೀಣಾಭಿವೃದ್ಧಿ ಇಲಾಖೆಗಳೂ ತಮ್ಮ ಮಾಹಿತಿಯನ್ನು ಸಮಯಕ್ಕೆ ಸರಿಯಾಗಿ ನೀಡಬೇಕೆಂದು ಹೇಳಿದರು.: [1162, 224, 1509, 261]
ornament-icon: [20, 25, 87, 48]
clinic-caption: ಸಮುದಾಯ ಆರೋಗ್ಯ ಕೇಂದ್ರದ ಉದ್ಘಾಟನೆ: [1013, 1926, 1289, 1950]
lead-c2b-p3: 2014–15ರ ಸುಸ್ಥಿರತೆಯ ಸೂಚ್ಯಂಕ 0.513 ಇದ್ದರೆ, 2019–2020 ರಲ್ಲಿ 0.730 ಕ್ಕೆ ಏರಿಕೆಯಾಗಿದೆ.: [829, 537, 1137, 574]
bottom-c2-p2: ಮಹಿಳೆಯರಿಗೆ ಕೌಶಲ್ಯ ತರಬೇತಿ ನೀಡುವ ಮೂಲಕ ಉದ್ಯೋಗಾವಕಾಶ ಹೆಚ್ಚಿಸಲಾಗುವುದು ಎಂದು ಹೇಳಿದರು.: [347, 1976, 660, 2012]
left-column: [20, 79, 273, 1603]
civic-p2: ಅರ್ಜಿಗಳನ್ನು ಜಿಲ್ಲಾಧಿಕಾರಿ ಕಚೇರಿಗೆ 01 ಫೆಬ್ರವರಿ 2026 ರೊಳಗೆ ಸಲ್ಲಿಸಬೇಕು ಎಂದು ತಿಳಿಸಲಾಗಿದೆ.: [1162, 911, 1509, 947]
award-c3-p2: ಕಾರ್ಯಕ್ರಮದಲ್ಲಿ ಸಾಹಿತ್ಯಾಸಕ್ತರು, ಸಂಘಟನೆಗಳ ಪದಾಧಿಕಾರಿಗಳು ಭಾಗವಹಿಸಲಿದ್ದಾರೆ ಎಂದು ತಿಳಿಸಿದ್ದಾರೆ.: [866, 1449, 1137, 1486]
award-c1-p2: ಈ ವರ್ಷದ ಪ್ರಶಸ್ತಿಗೆ ಸಾಹಿತಿ ಎಸ್.ಜಿ.ಸಿದ್ಧರಾಮಯ್ಯ ಅವರನ್ನು ಆಯ್ಕೆ ಮಾಡಲಾಗಿದೆ ಎಂದು ಪ್ರಕಟಣೆ ತಿಳಿಸಿದೆ.: [298, 1470, 569, 1507]
bottom-c1-p2: ಯೋಜನೆಯ ಅಡಿಯಲ್ಲಿ ಮಹಿಳೆಯರಿಗೆ ಸ್ವಯಂ ಉದ್ಯೋಗ ಆರಂಭಿಸಲು ಸಾಲ ಸೌಲಭ್ಯ ಒದಗಿಸಲಾಗುತ್ತಿದೆ.: [20, 1976, 333, 2012]
